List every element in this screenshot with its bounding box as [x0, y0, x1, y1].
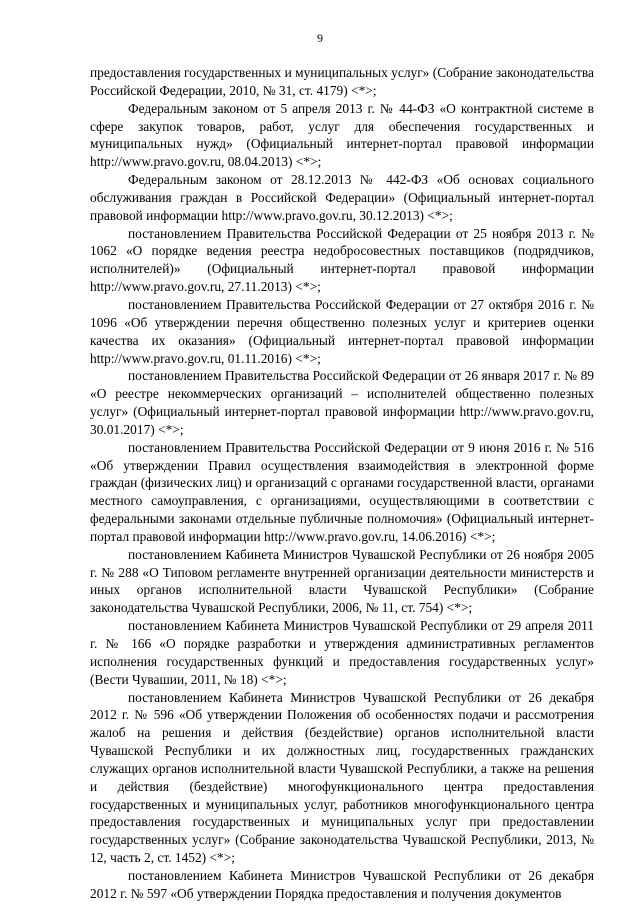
paragraph-9: постановлением Кабинета Министров Чувашской Республики от 29 апреля 2011 г. № 166 «О порядке разработки и утверждения административных регламентов исполнения государственных функций и предоставления государственных услуг» (Вести Чувашии, 2011, № 18) <*>; — [90, 618, 594, 687]
page-number: 9 — [317, 31, 323, 45]
paragraph-8: постановлением Кабинета Министров Чувашской Республики от 26 ноября 2005 г. № 288 «О Типовом регламенте внутренней организации деятельности министерств и иных органов исполнительной власти Чувашской Республики» (Собрание законодательства Чувашской Республики, 2006, № 11, ст. 754) <*>; — [90, 546, 594, 616]
paragraph-4: постановлением Правительства Российской Федерации от 25 ноября 2013 г. № 1062 «О порядке ведения реестра недобросовестных поставщиков (подрядчиков, исполнителей)» (Официальный интернет-портал правовой информации http://www.pravo.gov.ru, 27.11.2013) <*>; — [90, 225, 594, 295]
paragraph-10: постановлением Кабинета Министров Чувашской Республики от 26 декабря 2012 г. № 596 «Об утверждении Положения об особенностях подачи и рассмотрения жалоб на решения и действия (бездействие) органов исполнительной власти Чувашской Республики и их должностных лиц, государственных гражданских служащих органов исполнительной власти Чувашской Республики, а также на решения и действия (бездействие) многофункционального центра предоставления государственных и муниципальных услуг, работников многофункционального центра предоставления государственных и муниципальных услуг при предоставлении государственных услуг» (Собрание законодательства Чувашской Республики, 2013, № 12, часть 2, ст. 1452) <*>; — [90, 689, 594, 866]
paragraph-3: Федеральным законом от 28.12.2013 № 442-ФЗ «Об основах социального обслуживания граждан в Российской Федерации» (Официальный интернет-портал правовой информации http://www.pravo.gov.ru, 30.12.2013) <*>; — [90, 172, 594, 223]
paragraph-5: постановлением Правительства Российской Федерации от 27 октября 2016 г. № 1096 «Об утверждении перечня общественно полезных услуг и критериев оценки качества их оказания» (Официальный интернет-портал правовой информации http://www.pravo.gov.ru, 01.11.2016) <*>; — [90, 296, 594, 366]
paragraph-6: постановлением Правительства Российской Федерации от 26 января 2017 г. № 89 «О реестре некоммерческих организаций – исполнителей общественно полезных услуг» (Официальный интернет-портал правовой информации http://www.pravo.gov.ru, 30.01.2017) <*>; — [90, 368, 594, 437]
document-body — [90, 64, 594, 903]
paragraph-2: Федеральным законом от 5 апреля 2013 г. № 44-ФЗ «О контрактной системе в сфере закупок товаров, работ, услуг для обеспечения государственных и муниципальных нужд» (Официальный интернет-портал правовой информации http://www.pravo.gov.ru, 08.04.2013) <*>; — [90, 100, 594, 170]
paragraph-1: предоставления государственных и муниципальных услуг» (Собрание законодательства Российской Федерации, 2010, № 31, ст. 4179) <*>; — [90, 65, 594, 98]
paragraph-7: постановлением Правительства Российской Федерации от 9 июня 2016 г. № 516 «Об утверждении Правил осуществления взаимодействия в электронной форме граждан (физических лиц) и организаций с органами государственной власти, органами местного самоуправления, с организациями, осуществляющими в соответствии с федеральными законами отдельные публичные полномочия» (Официальный интернет-портал правовой информации http://www.pravo.gov.ru, 14.06.2016) <*>; — [90, 439, 594, 544]
paragraph-11: постановлением Кабинета Министров Чувашской Республики от 26 декабря 2012 г. № 597 «Об утверждении Порядка предоставления и получения документов — [90, 867, 594, 901]
